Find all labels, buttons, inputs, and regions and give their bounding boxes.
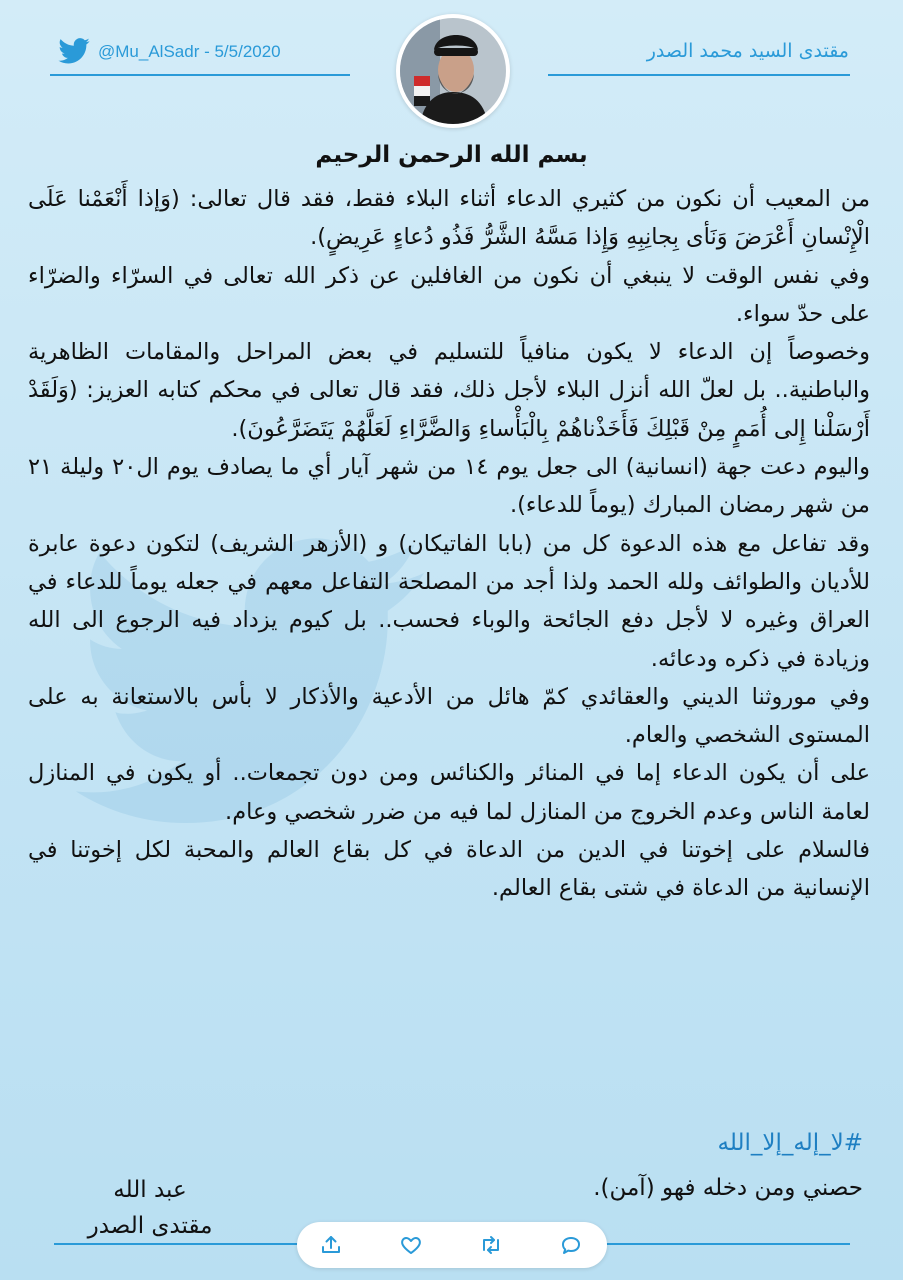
share-button[interactable] xyxy=(319,1233,343,1257)
basmala-title: بسم الله الرحمن الرحيم xyxy=(315,142,588,168)
hashtag-link[interactable]: #لا_إله_إلا_الله xyxy=(717,1130,863,1156)
paragraph: من المعيب أن نكون من كثيري الدعاء أثناء البلاء فقط، فقد قال تعالى: (وَإذا أَنْعَمْنا عَلَى الْإِنْسانِ أَعْرَضَ وَنَأى بِجانِبِهِ وَإِذا مَسَّهُ الشَّرُّ فَذُو دُعاءٍ عَرِيضٍ). xyxy=(28,186,870,251)
like-icon xyxy=(399,1233,423,1257)
paragraph: وقد تفاعل مع هذه الدعوة كل من (بابا الفاتيكان) و (الأزهر الشريف) لتكون دعوة عابرة للأديان والطوائف ولله الحمد ولذا أجد من المصلحة التفاعل معهم في جعله يوماً للدعاء في العراق وغيره لا لأجل دفع الجائحة والوباء فحسب.. بل كيوم يزداد فيه الرجوع الى الله وزيادة في ذكره ودعائه. xyxy=(28,530,870,672)
header-divider-right xyxy=(548,74,850,76)
retweet-button[interactable] xyxy=(479,1233,503,1257)
author-avatar[interactable] xyxy=(396,14,510,128)
paragraph: وفي نفس الوقت لا ينبغي أن نكون من الغافلين عن ذكر الله تعالى في السرّاء والضرّاء على حدّ سواء. xyxy=(28,262,870,327)
header-divider-left xyxy=(50,74,350,76)
like-button[interactable] xyxy=(399,1233,423,1257)
reply-button[interactable] xyxy=(559,1233,583,1257)
closing-line: حصني ومن دخله فهو (آمن). xyxy=(593,1175,863,1201)
paragraph: واليوم دعت جهة (انسانية) الى جعل يوم ١٤ من شهر آيار أي ما يصادف يوم ال٢٠ وليلة ٢١ من شهر رمضان المبارك (يوماً للدعاء). xyxy=(28,454,870,519)
paragraph: على أن يكون الدعاء إما في المنائر والكنائس ومن دون تجمعات.. أو يكون في المنازل لعامة الناس وعدم الخروج من المنازل لما فيه من ضرر شخصي وعام. xyxy=(28,760,870,825)
reply-icon xyxy=(559,1233,583,1257)
avatar-portrait xyxy=(400,18,506,124)
share-icon xyxy=(319,1233,343,1257)
paragraph: فالسلام على إخوتنا في الدين من الدعاة في كل بقاع العالم والمحبة لكل إخوتنا في الإنسانية من الدعاة في شتى بقاع العالم. xyxy=(28,837,870,902)
tweet-header xyxy=(0,0,903,140)
paragraph: وخصوصاً إن الدعاء لا يكون منافياً للتسليم في بعض المراحل والمقامات الظاهرية والباطنية.. بل لعلّ الله أنزل البلاء لأجل ذلك، فقد قال تعالى في محكم كتابه العزيز: (وَلَقَدْ أَرْسَلْنا إِلى أُمَمٍ مِنْ قَبْلِكَ فَأَخَذْناهُمْ بِالْبَأْساءِ وَالضَّرَّاءِ لَعَلَّهُمْ يَتَضَرَّعُونَ). xyxy=(28,339,870,442)
tweet-body xyxy=(28,180,870,908)
tweet-action-bar xyxy=(297,1222,607,1268)
signature xyxy=(80,1172,220,1244)
signature-line: مقتدى الصدر xyxy=(87,1213,213,1239)
author-name[interactable]: مقتدى السيد محمد الصدر xyxy=(646,40,849,62)
retweet-icon xyxy=(479,1233,503,1257)
signature-line: عبد الله xyxy=(113,1177,187,1203)
tweet-handle-date[interactable]: @Mu_AlSadr - 5/5/2020 xyxy=(98,42,281,61)
twitter-bird-icon xyxy=(58,38,90,64)
paragraph: وفي موروثنا الديني والعقائدي كمّ هائل من الأدعية والأذكار لا بأس بالاستعانة به على المستوى الشخصي والعام. xyxy=(28,683,870,749)
